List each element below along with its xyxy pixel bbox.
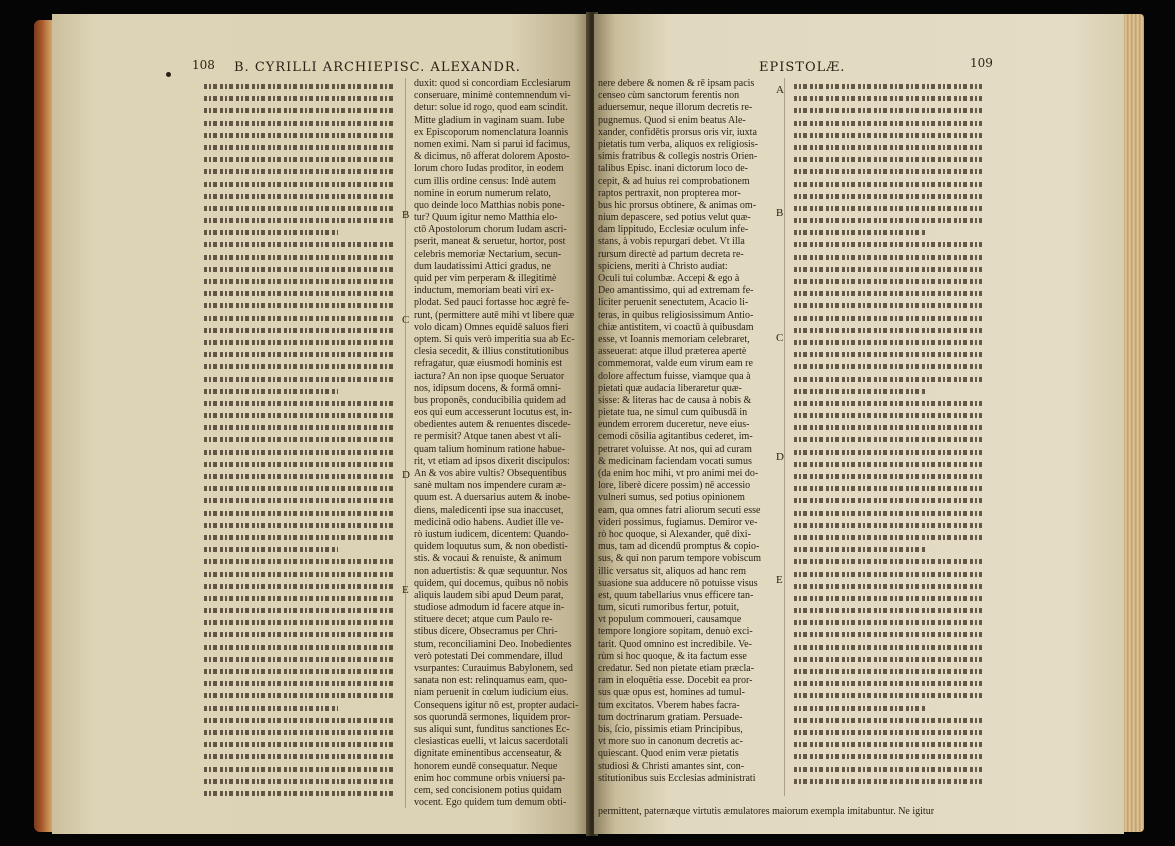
greek-text-line [204,421,396,433]
greek-text-line [794,80,982,92]
latin-text-line: stis. & vocaui & renuiste, & animum [414,553,562,565]
margin-letter-b: B [402,209,410,221]
greek-text-line [794,458,982,470]
greek-text-line [204,555,396,567]
greek-column-right [794,80,982,796]
column-divider [784,78,785,796]
latin-text-line: commemorat, valde eum virum eam re [598,358,753,370]
latin-text-line: duxit: quod si concordiam Ecclesiarum [414,78,571,89]
greek-text-line [204,482,396,494]
page-dot [166,72,171,77]
left-page [52,14,590,834]
column-divider [405,78,406,808]
latin-text-line: medicinā odio habens. Audiet ille ve- [414,516,564,528]
greek-text-line [794,251,982,263]
greek-text-line [204,214,396,226]
latin-text-line: sos quorundā sermones, liquidem pror- [414,711,571,723]
greek-text-line [204,287,396,299]
latin-text-line: stum, reconciliamini Deo. Inobedientes [414,638,572,650]
latin-text-line: (da enim hoc mihi, vt pro animi mei do- [598,468,759,479]
greek-text-line [204,312,396,324]
latin-text-line: raptos pertraxit, non propterea mor- [598,187,741,199]
latin-text-line: quo deinde loco Matthias nobis pone- [414,199,565,211]
latin-column-right [598,78,776,796]
latin-text-line: runt, (permittere autē mihi vt libere quæ [414,309,575,321]
greek-text-line [204,616,396,628]
greek-text-line [794,689,982,701]
greek-text-line [204,275,396,287]
greek-text-line [204,373,396,385]
greek-text-line [794,616,982,628]
latin-text-line: spiciens, meriti à Christo audiat: [598,260,728,272]
greek-text-line [794,763,982,775]
greek-text-line [794,226,982,238]
greek-text-line [204,580,396,592]
latin-text-line: sisse: & literas hac de causa à nobis & [598,394,752,406]
greek-text-line [794,409,982,421]
greek-text-line [794,580,982,592]
latin-text-line: xander, confidētis prorsus oris vir, iuxta [598,126,757,138]
latin-text-line: cemodi cōsilia agitantibus cederet, im- [598,431,753,443]
latin-text-line: quidem loquutus sum, & non obedisti- [414,541,568,553]
greek-text-line [204,385,396,397]
latin-text-line: rò hoc quoque, si Alexander, quē dixi- [598,528,751,540]
greek-text-line [794,421,982,433]
greek-text-line [204,409,396,421]
margin-letter-d: D [402,469,410,481]
right-running-head: EPISTOLÆ. [759,60,846,75]
latin-text-line: clesia secedit, & illius constitutionibus [414,346,569,358]
greek-text-line [794,702,982,714]
latin-text-line: tum doctrinarum gratiam. Persuade- [598,711,743,723]
latin-text-line: stans, à vobis repurgari debet. Vt illa [598,236,745,248]
latin-text-line: detur: solue id rogo, quod eam scindit. [414,102,568,114]
greek-text-line [794,446,982,458]
latin-text-line: vulneri sumus, sed potius opinionem [598,492,745,504]
greek-text-line [204,263,396,275]
latin-text-line: pugnemus. Quod si enim beatus Ale- [598,114,746,126]
latin-text-line: sanata non est: relinquamus eam, quo- [414,675,568,687]
greek-text-line [204,726,396,738]
greek-text-line [794,592,982,604]
margin-letter-d: D [776,451,784,463]
greek-text-line [204,592,396,604]
greek-text-line [794,507,982,519]
latin-text-line: clesiasticas euelli, vt laicus sacerdotali [414,736,569,748]
greek-text-line [794,336,982,348]
greek-text-line [204,129,396,141]
latin-text-line: sanè multam nos impendere curam æ- [414,480,566,492]
latin-text-line: refragatur, quæ eiusmodi hominis est [414,358,563,370]
latin-text-line: dum laudatissimi Attici gradus, ne [414,260,551,272]
latin-text-line: eos qui eum accesserunt locutus est, in- [414,407,573,419]
latin-text-line: niam peruenit in cœlum iudicium eius. [414,687,569,699]
greek-text-line [794,299,982,311]
latin-text-line: esse, vt Ioannis memoriam celebraret, [598,333,750,345]
left-page-number: 108 [192,58,215,72]
greek-text-line [204,433,396,445]
latin-text-line: Consequens igitur nō est, propter audaci- [414,699,579,711]
latin-text-line: nos, idipsum docens, & formā omni- [414,382,561,394]
latin-text-line: est, quum tabellarius vnus efficere tan- [598,589,754,601]
latin-text-line: lorum choro Iudas proditor, in eodem [414,163,564,175]
greek-text-line [204,190,396,202]
latin-text-line: plodat. Sed pauci fortasse hoc ægrè fe- [414,297,570,309]
greek-text-line [794,129,982,141]
latin-text-line: bis, ſcio, pissimis etiam Principibus, [598,723,743,735]
latin-text-line: nomine in eorum numerum relato, [414,187,551,199]
greek-text-line [794,543,982,555]
latin-text-line: rursum directè ad partum decreta re- [598,248,744,260]
greek-text-line [204,738,396,750]
greek-text-line [204,104,396,116]
latin-text-line: tarit. Quod omnino est incredibile. Ve- [598,638,752,650]
greek-text-line [204,665,396,677]
margin-letter-b: B [776,207,784,219]
latin-text-line: bus hic prorsus obtinere, & animas om- [598,199,757,211]
latin-text-line: credatur. Sed non pietate etiam præcla- [598,663,755,674]
greek-column-left [204,80,396,810]
greek-text-line [204,117,396,129]
greek-text-line [204,238,396,250]
greek-text-line [204,677,396,689]
greek-text-line [204,531,396,543]
right-page-edges [1124,14,1144,832]
latin-text-line: quid per vim perperam & illegitimè [414,273,557,284]
latin-text-line: studiose admodum id facere atque in- [414,602,565,614]
latin-text-line: teras, in quibus religiosissimum Antio- [598,309,754,321]
greek-text-line [204,787,396,799]
latin-text-line: celebris memoriæ Nectarium, secun- [414,248,562,260]
latin-text-line: & dicimus, nō afferat dolorem Aposto- [414,151,570,163]
latin-text-line: aduersemur, neque illorum decretis re- [598,102,753,114]
greek-text-line [204,299,396,311]
greek-text-line [204,507,396,519]
greek-text-line [204,251,396,263]
greek-text-line [794,714,982,726]
latin-text-line: pietati quæ audacia liberaretur quæ- [598,382,742,394]
latin-text-line: dolore affectum fuisse, viamque qua à [598,370,751,382]
latin-text-line: ctō Apostolorum chorum Iudam ascri- [414,224,567,236]
latin-text-line: enim hoc commune orbis vniuersi pa- [414,772,566,784]
greek-text-line [794,628,982,640]
latin-text-line: petraret voluisse. At nos, qui ad curam [598,443,752,455]
left-running-head: B. CYRILLI ARCHIEPISC. ALEXANDR. [234,60,521,75]
greek-text-line [204,689,396,701]
greek-text-line [204,641,396,653]
greek-text-line [794,214,982,226]
latin-text-line: cepit, & ad huius rei comprobationem [598,175,750,187]
margin-letter-c: C [776,332,784,344]
greek-text-line [204,458,396,470]
latin-text-line: cem, sed concisionem potius quidam [414,784,562,796]
greek-text-line [794,312,982,324]
latin-text-line: eam, qua omnes fatri aliorum secuti esse [598,504,761,516]
greek-text-line [794,178,982,190]
latin-text-line: rit, vt etiam ad ipsos dixerit discipulos: [414,455,570,467]
greek-text-line [204,80,396,92]
greek-text-line [204,153,396,165]
greek-text-line [794,287,982,299]
latin-text-line: verò potestati Dei commendare, illud [414,650,563,662]
latin-text-line: stituere decet; atque cum Paulo re- [414,614,553,626]
greek-text-line [794,153,982,165]
open-book [34,8,1144,838]
latin-text-line: stitutionibus suis Ecclesias administrati [598,772,756,784]
latin-text-line: rùm si hoc quoque, & ita factum esse [598,650,747,662]
latin-text-line: tum excitatos. Vberem habes facra- [598,699,740,711]
latin-text-line: quum est. A duersarius autem & inobe- [414,492,571,504]
greek-text-line [204,702,396,714]
right-page-number: 109 [970,56,993,70]
greek-text-line [794,263,982,275]
latin-text-line: ram in eloquētia esse. Docebit ea pror- [598,675,753,687]
latin-text-line: dignitate eminentibus accenseatur, & [414,748,562,760]
latin-text-line: An & vos abire vultis? Obsequentibus [414,468,567,479]
greek-text-line [204,178,396,190]
margin-letter-e: E [776,574,783,586]
greek-text-line [204,165,396,177]
greek-text-line [794,750,982,762]
latin-text-line: videri possimus, fugiamus. Demiror ve- [598,516,758,528]
greek-text-line [204,92,396,104]
greek-text-line [794,775,982,787]
greek-text-line [204,348,396,360]
greek-text-line [204,543,396,555]
greek-text-line [204,568,396,580]
latin-text-line: iactura? An non ipse quoque Seruator [414,370,565,382]
latin-text-line: sus aliqui sunt, funditus sanctiones Ec- [414,723,570,735]
latin-text-line: non aduertistis: & quæ sequuntur. Nos [414,565,568,577]
greek-text-line [204,604,396,616]
latin-text-line: nium depascere, sed potius velut quæ- [598,212,751,224]
latin-text-line: vocent. Ego quidem tum demum obti- [414,797,567,809]
greek-text-line [794,202,982,214]
latin-text-line: quiescant. Quod enim veræ pietatis [598,748,739,760]
latin-text-line: obedientes autem & renuentes discede- [414,419,571,431]
greek-text-line [204,470,396,482]
greek-text-line [794,190,982,202]
greek-text-line [794,653,982,665]
greek-text-line [204,202,396,214]
greek-text-line [204,653,396,665]
greek-text-line [794,275,982,287]
latin-text-line: chiæ antistitem, vi coactū à quibusdam [598,321,754,333]
latin-text-line: honorem eundē consequatur. Neque [414,760,558,772]
latin-text-line: quidem, qui docemus, quibus nō nobis [414,577,569,589]
greek-text-line [794,665,982,677]
greek-text-line [204,360,396,372]
greek-text-line [204,714,396,726]
latin-text-line: rò iustum iudicem, dicentem: Quando- [414,528,569,540]
greek-text-line [204,397,396,409]
latin-text-line: studiosi & Christi amantes sint, con- [598,760,745,772]
greek-text-line [204,336,396,348]
latin-text-line: sus quæ opus est, homines ad tumul- [598,687,745,699]
latin-text-line: optem. Si quis verò imperitia sua ab Ec- [414,333,575,345]
latin-text-line: re permisit? Atque tanen abest vt ali- [414,431,562,443]
latin-text-line: Oculi tui columbæ. Accepi & ego à [598,273,740,284]
latin-text-line: conseruare, minimè contemnendum vi- [414,90,571,102]
latin-text-line: pietatis tum verba, aliquos ex religiosis- [598,138,758,150]
latin-text-line: nomen eximi. Nam si parui id facimus, [414,138,571,150]
greek-text-line [204,226,396,238]
greek-text-line [204,324,396,336]
latin-text-line: cum illis ordine census: Indè autem [414,175,556,187]
greek-text-line [794,141,982,153]
greek-text-line [794,519,982,531]
latin-text-line: asseuerat: atque illud præterea apertè [598,346,747,358]
latin-text-line: quam talium hominum ratione habue- [414,443,566,455]
latin-text-line: mus, tam ad dicendū promptus & copio- [598,541,760,553]
greek-text-line [204,750,396,762]
greek-text-line [794,117,982,129]
greek-text-line [794,324,982,336]
latin-text-line: bus proponēs, conducibilia quidem ad [414,394,566,406]
greek-text-line [794,373,982,385]
greek-text-line [794,641,982,653]
greek-text-line [794,385,982,397]
latin-text-line: vsurpantes: Curauimus Babylonem, sed [414,663,573,674]
latin-text-line: Deo amantissimo, qui ad extremam fe- [598,285,754,297]
latin-text-line: vt populum commoueri, causamque [598,614,742,626]
greek-text-line [794,555,982,567]
latin-text-line: lore, liberè dicere possim) nē accessio [598,480,751,492]
latin-text-line: stibus dicere, Obsecramus per Chri- [414,626,558,638]
greek-text-line [204,519,396,531]
latin-text-line: censeo cùm sanctorum ferentis non [598,90,740,102]
latin-column-left [414,78,584,812]
greek-text-line [794,604,982,616]
greek-text-line [204,628,396,640]
latin-text-line: sus, & qui non parum tempore vobiscum [598,553,762,565]
latin-text-line: dam lippitudo, Ecclesiæ oculum infe- [598,224,749,236]
latin-text-line: tempore longiore sopitam, denuò exci- [598,626,753,638]
greek-text-line [794,470,982,482]
greek-text-line [794,92,982,104]
greek-text-line [204,763,396,775]
latin-text-line: pietate tua, ne simul cum quibusdā in [598,407,748,419]
greek-text-line [794,397,982,409]
latin-text-line: tum, sicuti rumoribus fertur, potuit, [598,602,739,614]
greek-text-line [794,165,982,177]
greek-text-line [794,677,982,689]
greek-text-line [794,104,982,116]
greek-text-line [794,238,982,250]
latin-text-line: tur? Quum igitur nemo Matthia elo- [414,212,558,224]
latin-text-line: ex Episcoporum nomenclatura Ioannis [414,126,569,138]
latin-text-line: inductum, memoriam beati viri ex- [414,285,554,297]
margin-letter-a: A [776,84,784,96]
greek-text-line [794,433,982,445]
greek-text-line [794,568,982,580]
greek-text-line [794,494,982,506]
latin-text-line: illic versatus sit, aliquos ad hanc rem [598,565,747,577]
greek-text-line [204,141,396,153]
greek-text-line [794,726,982,738]
margin-letter-e: E [402,584,409,596]
latin-text-line: & medicinam faciendam vocati sumus [598,455,752,467]
right-page [594,14,1124,834]
margin-letter-c: C [402,314,410,326]
left-page-edges [34,20,54,832]
latin-text-line: volo dicam) Omnes equidē saluos fieri [414,321,569,333]
latin-text-line: vt more suo in canonum decretis ac- [598,736,743,748]
closing-line: permittent, paternæque virtutis æmulatores maiorum exempla imitabuntur. Ne igitur [598,806,935,817]
latin-text-line: eundem errorem duceretur, neve eius- [598,419,750,431]
latin-text-line: nere debere & nomen & rē ipsam pacis [598,78,755,89]
latin-text-line: suasione sua adducere nō potuisse visus [598,577,758,589]
greek-text-line [204,494,396,506]
latin-text-line: simis fratribus & collegis nostris Orien- [598,151,758,163]
greek-text-line [794,482,982,494]
latin-text-line: liciter peruenit senectutem, Acacio li- [598,297,749,309]
greek-text-line [794,531,982,543]
greek-text-line [204,446,396,458]
latin-text-line: aliquis laudem sibi apud Deum parat, [414,589,564,601]
greek-text-line [794,348,982,360]
greek-text-line [204,775,396,787]
greek-text-line [794,360,982,372]
latin-text-line: diens, maledicenti ipse sua inaccuset, [414,504,564,516]
latin-text-line: Mitte gladium in vaginam suam. Iube [414,114,565,126]
latin-text-line: talibus Episc. inani dictorum loco de- [598,163,748,175]
latin-text-line: pserit, maneat & seruetur, hortor, post [414,236,566,248]
greek-text-line [794,738,982,750]
